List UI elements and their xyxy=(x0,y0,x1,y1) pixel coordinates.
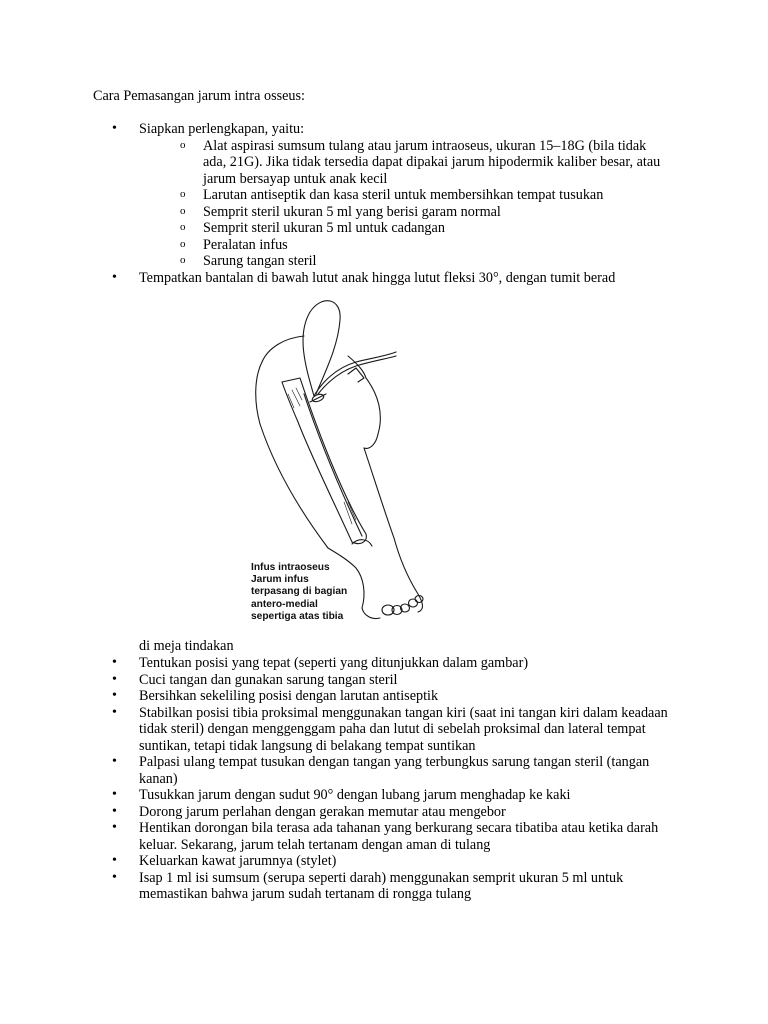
procedure-step: • Bersihkan sekeliling posisi dengan larutan antiseptik xyxy=(112,688,672,705)
position-step-continuation: di meja tindakan xyxy=(139,638,234,654)
equipment-item: o Semprit steril ukuran 5 ml untuk cadangan xyxy=(180,220,672,237)
figure-caption: Infus intraoseus Jarum infus terpasang di bagian antero-medial sepertiga atas tibia xyxy=(251,562,348,622)
position-step: Tempatkan bantalan di bawah lutut anak hingga lutut fleksi 30°, dengan tumit berad xyxy=(139,269,616,286)
prepare-heading: Siapkan perlengkapan, yaitu: xyxy=(139,121,305,137)
preparation-list xyxy=(112,121,672,286)
equipment-sublist xyxy=(139,138,672,270)
page-title: Cara Pemasangan jarum intra osseus: xyxy=(93,88,305,104)
procedure-step: • Cuci tangan dan gunakan sarung tangan steril xyxy=(112,672,672,689)
procedure-step: • Stabilkan posisi tibia proksimal menggunakan tangan kiri (saat ini tangan kiri dalam keadaan tidak steril) dengan menggenggam paha dan lutut di sebelah proksimal dan lateral tempat suntikan, tetapi tidak langsung di belakang tempat suntikan xyxy=(112,705,672,755)
procedure-step: • Tusukkan jarum dengan sudut 90° dengan lubang jarum menghadap ke kaki xyxy=(112,787,672,804)
intraosseous-leg-illustration xyxy=(248,298,438,650)
equipment-item: o Larutan antiseptik dan kasa steril untuk membersihkan tempat tusukan xyxy=(180,187,672,204)
equipment-item: o Semprit steril ukuran 5 ml yang berisi garam normal xyxy=(180,204,672,221)
list-item-prepare xyxy=(112,121,672,270)
procedure-step: • Hentikan dorongan bila terasa ada tahanan yang berkurang secara tibatiba atau ketika darah keluar. Sekarang, jarum telah tertanam dengan aman di tulang xyxy=(112,820,672,853)
list-item-position xyxy=(112,270,672,287)
procedure-step: • Isap 1 ml isi sumsum (serupa seperti darah) menggunakan semprit ukuran 5 ml untuk memastikan bahwa jarum sudah tertanam di rongga tulang xyxy=(112,870,672,903)
equipment-item: o Peralatan infus xyxy=(180,237,672,254)
equipment-item: o Sarung tangan steril xyxy=(180,253,672,270)
procedure-step: • Keluarkan kawat jarumnya (stylet) xyxy=(112,853,672,870)
procedure-step: • Tentukan posisi yang tepat (seperti yang ditunjukkan dalam gambar) xyxy=(112,655,672,672)
procedure-step: • Palpasi ulang tempat tusukan dengan tangan yang terbungkus sarung tangan steril (tangan kanan) xyxy=(112,754,672,787)
procedure-steps-list xyxy=(112,655,672,903)
equipment-item: o Alat aspirasi sumsum tulang atau jarum intraoseus, ukuran 15–18G (bila tidak ada, 21G). Jika tidak tersedia dapat dipakai jarum hipodermik kaliber besar, atau jarum bersayap untuk anak kecil xyxy=(180,138,672,188)
procedure-step: • Dorong jarum perlahan dengan gerakan memutar atau mengebor xyxy=(112,804,672,821)
